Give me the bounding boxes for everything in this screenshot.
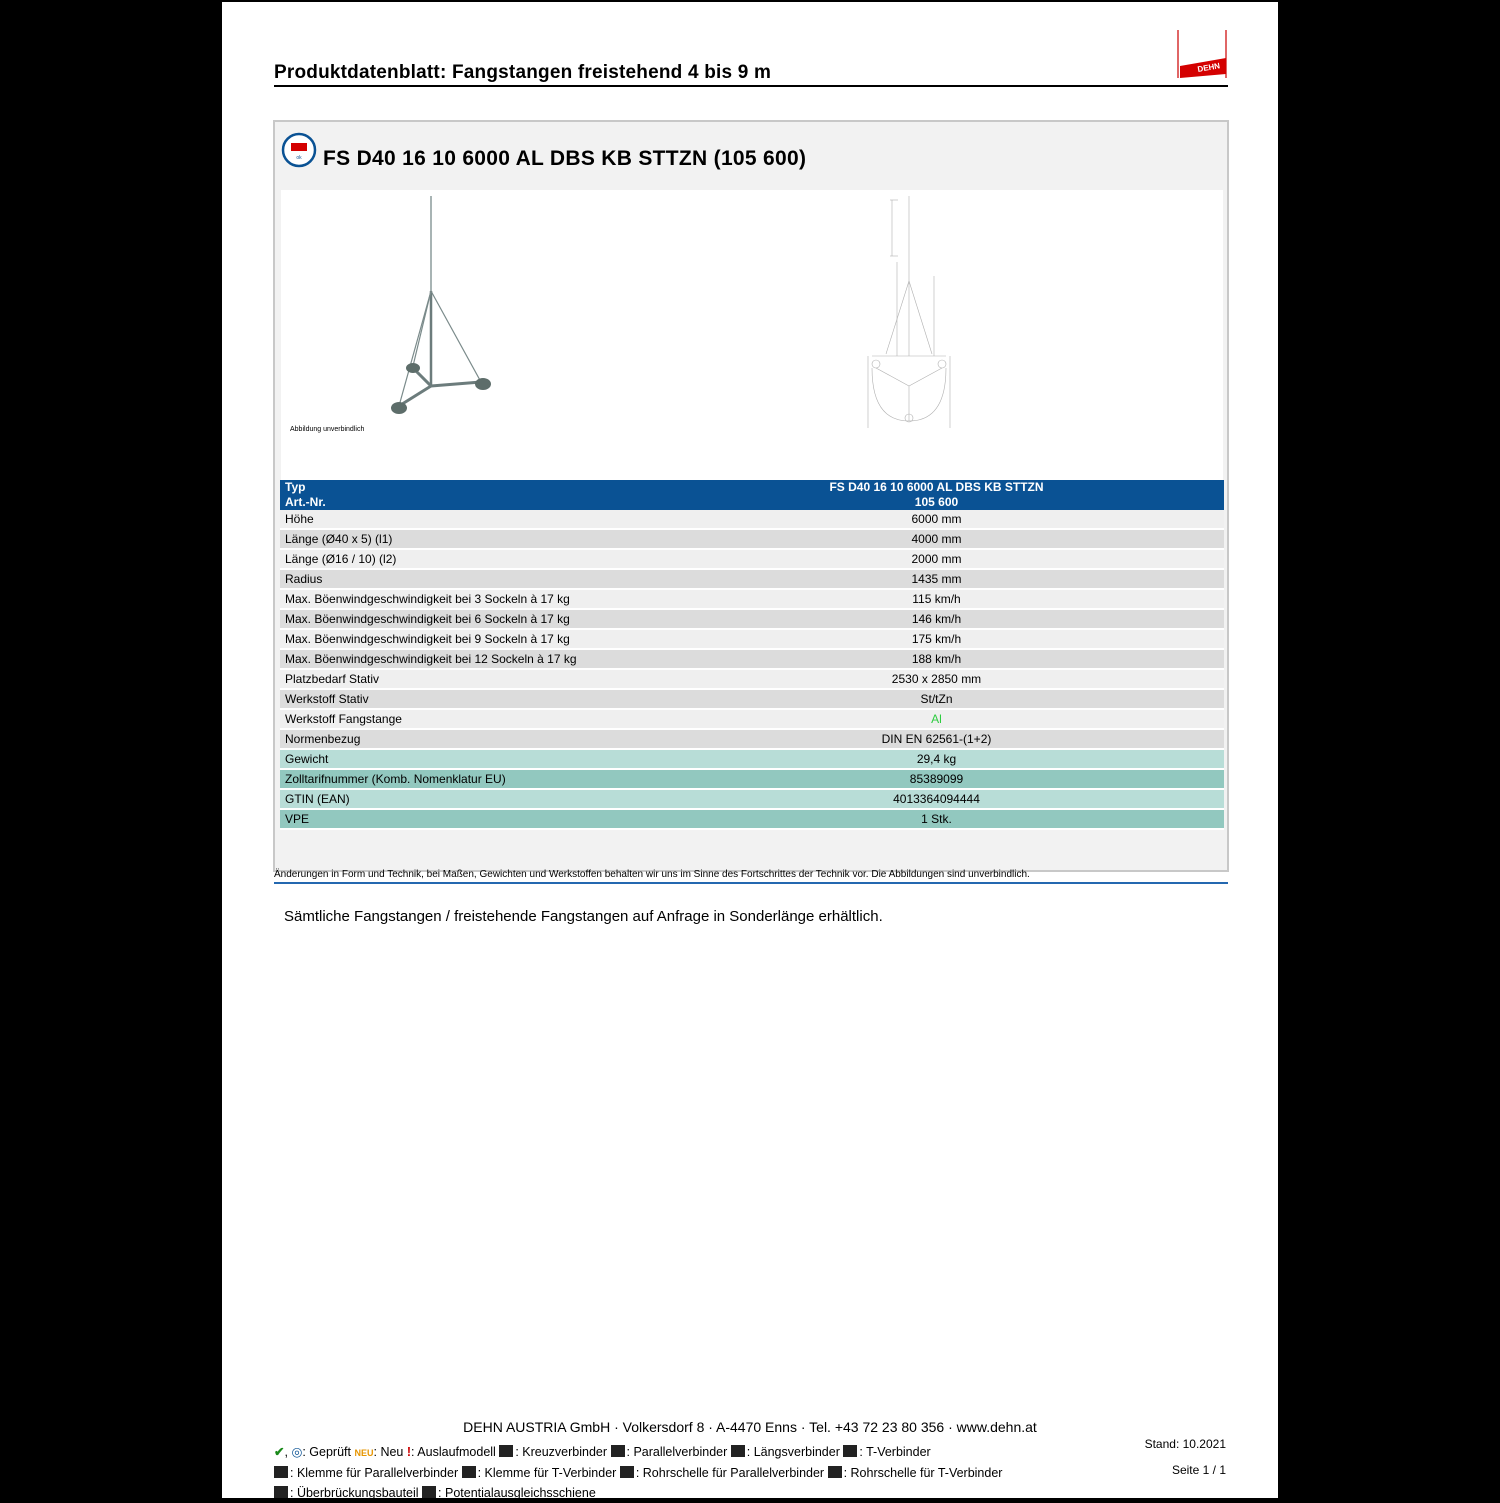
product-panel: [273, 120, 1229, 872]
klemme-parallel-icon: [274, 1466, 288, 1478]
legend-parallel: : Parallelverbinder: [626, 1445, 728, 1459]
row-value: 29,4 kg: [649, 749, 1224, 769]
row-label: Max. Böenwindgeschwindigkeit bei 6 Sockeln à 17 kg: [280, 609, 649, 629]
geprueft-badge-icon: [281, 132, 317, 168]
svg-text:ok: ok: [296, 155, 302, 161]
company-address: DEHN AUSTRIA GmbH · Volkersdorf 8 · A-4470 Enns · Tel. +43 72 23 80 356 · www.dehn.at: [463, 1419, 1037, 1435]
row-value: Al: [649, 709, 1224, 729]
row-value: 1 Stk.: [649, 809, 1224, 829]
legend-ueberbrueckung: : Überbrückungsbauteil: [290, 1486, 419, 1500]
row-label: Radius: [280, 569, 649, 589]
legend-potential: : Potentialausgleichsschiene: [438, 1486, 596, 1500]
parallelverbinder-icon: [611, 1445, 625, 1457]
legend-t: : T-Verbinder: [859, 1445, 931, 1459]
row-value: 4013364094444: [649, 789, 1224, 809]
row-label: Max. Böenwindgeschwindigkeit bei 3 Sockeln à 17 kg: [280, 589, 649, 609]
row-value: 6000 mm: [649, 510, 1224, 529]
legend-laengs: : Längsverbinder: [746, 1445, 840, 1459]
row-label: Platzbedarf Stativ: [280, 669, 649, 689]
table-header-label: Typ: [280, 480, 649, 495]
legend-geprueft: : Geprüft: [302, 1445, 351, 1459]
page-title: Produktdatenblatt: Fangstangen freistehend 4 bis 9 m: [274, 62, 772, 83]
klemme-t-icon: [462, 1466, 476, 1478]
row-label: Zolltarifnummer (Komb. Nomenklatur EU): [280, 769, 649, 789]
rohrschelle-t-icon: [828, 1466, 842, 1478]
row-label: Normenbezug: [280, 729, 649, 749]
table-row: [280, 549, 1224, 569]
legend-klemme-parallel: : Klemme für Parallelverbinder: [290, 1466, 459, 1480]
row-label: GTIN (EAN): [280, 789, 649, 809]
table-header-value: FS D40 16 10 6000 AL DBS KB STTZN: [649, 480, 1224, 495]
table-row: [280, 569, 1224, 589]
legend-klemme-t: : Klemme für T-Verbinder: [477, 1466, 617, 1480]
checkmark-icon: ✔: [274, 1445, 285, 1459]
row-label: Max. Böenwindgeschwindigkeit bei 12 Sockeln à 17 kg: [280, 649, 649, 669]
legend-neu: : Neu: [373, 1445, 404, 1459]
availability-note: Sämtliche Fangstangen / freistehende Fangstangen auf Anfrage in Sonderlänge erhältlich.: [284, 908, 883, 925]
row-label: VPE: [280, 809, 649, 829]
disclaimer-note: Änderungen in Form und Technik, bei Maßen, Gewichten und Werkstoffen behalten wir uns im Sinne des Fortschrittes der Technik vor. Die Abbildungen sind unverbindlich.: [274, 869, 1030, 880]
row-label: Höhe: [280, 510, 649, 529]
row-value: 175 km/h: [649, 629, 1224, 649]
table-row: [280, 529, 1224, 549]
note-rule: [274, 882, 1228, 884]
page-number: Seite 1 / 1: [1171, 1463, 1226, 1477]
row-value: 146 km/h: [649, 609, 1224, 629]
table-row: [280, 689, 1224, 709]
table-row: [280, 649, 1224, 669]
table-row: [280, 749, 1224, 769]
row-label: Werkstoff Stativ: [280, 689, 649, 709]
table-row: [280, 609, 1224, 629]
legend-auslauf: : Auslaufmodell: [411, 1445, 496, 1459]
table-header-row: [280, 480, 1224, 495]
row-value: 2000 mm: [649, 549, 1224, 569]
product-images: [281, 190, 1223, 480]
row-label: Gewicht: [280, 749, 649, 769]
spec-table: [280, 480, 1224, 830]
tripod-photo: [371, 196, 501, 426]
row-value: 115 km/h: [649, 589, 1224, 609]
technical-drawing: [864, 196, 954, 428]
row-label: Werkstoff Fangstange: [280, 709, 649, 729]
row-value: 1435 mm: [649, 569, 1224, 589]
row-value: 85389099: [649, 769, 1224, 789]
table-header-label: Art.-Nr.: [280, 495, 649, 510]
row-value: DIN EN 62561-(1+2): [649, 729, 1224, 749]
table-row: [280, 589, 1224, 609]
row-label: Länge (Ø40 x 5) (l1): [280, 529, 649, 549]
t-verbinder-icon: [843, 1445, 857, 1457]
ueberbrueckung-icon: [274, 1486, 288, 1498]
row-value: 2530 x 2850 mm: [649, 669, 1224, 689]
row-label: Länge (Ø16 / 10) (l2): [280, 549, 649, 569]
potentialausgleich-icon: [422, 1486, 436, 1498]
stand-date: Stand: 10.2021: [1144, 1437, 1226, 1451]
row-value: 188 km/h: [649, 649, 1224, 669]
auslauf-icon: !: [406, 1445, 412, 1459]
product-title: FS D40 16 10 6000 AL DBS KB STTZN (105 600): [323, 147, 807, 170]
table-row: [280, 709, 1224, 729]
table-row: [280, 789, 1224, 809]
svg-text:DEHN: DEHN: [1196, 61, 1221, 74]
legend-rohr-t: : Rohrschelle für T-Verbinder: [843, 1466, 1003, 1480]
laengsverbinder-icon: [731, 1445, 745, 1457]
row-value: St/tZn: [649, 689, 1224, 709]
header-rule: [274, 85, 1228, 87]
neu-icon: NEU: [354, 1448, 374, 1458]
table-row: [280, 669, 1224, 689]
table-row: [280, 769, 1224, 789]
symbol-legend: ✔, ◎: Geprüft NEU: Neu !: Auslaufmodell : Kreuzverbinder : Parallelverbinder : Längsverbinder : T-Verbinder : Klemme für Parallelverbinder : Klemme für T-Verbinder : Rohrschelle für Parallelverbinder : Rohrschelle für T-Verbinder : Überbrückungsbauteil : Potentialausgleichsschiene: [274, 1445, 1003, 1500]
legend-rohr-parallel: : Rohrschelle für Parallelverbinder: [635, 1466, 825, 1480]
table-header-value: 105 600: [649, 495, 1224, 510]
datasheet-page: [222, 2, 1278, 1498]
rohrschelle-parallel-icon: [620, 1466, 634, 1478]
table-row: [280, 809, 1224, 829]
table-row: [280, 510, 1224, 529]
table-row: [280, 729, 1224, 749]
table-row: [280, 629, 1224, 649]
dehn-logo: [1176, 28, 1228, 80]
row-label: Max. Böenwindgeschwindigkeit bei 9 Sockeln à 17 kg: [280, 629, 649, 649]
image-caption: Abbildung unverbindlich: [290, 426, 365, 433]
legend-kreuz: : Kreuzverbinder: [515, 1445, 608, 1459]
row-value: 4000 mm: [649, 529, 1224, 549]
kreuzverbinder-icon: [499, 1445, 513, 1457]
geprueft-icon: ◎: [291, 1445, 303, 1459]
table-header-row: [280, 495, 1224, 510]
